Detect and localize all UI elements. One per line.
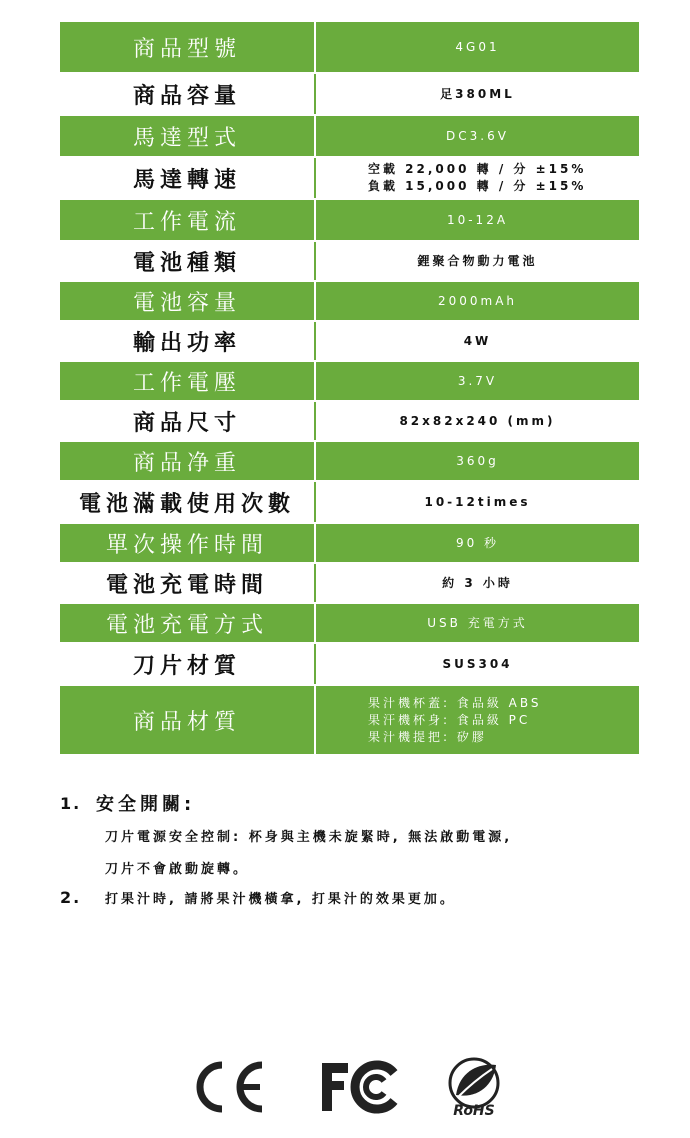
spec-row (60, 604, 639, 644)
spec-row (60, 686, 639, 756)
note-2-text: 打果汁時, 請將果汁機橫拿, 打果汁的效果更加。 (105, 892, 456, 907)
spec-value-line: SUS304 (442, 656, 513, 671)
spec-label: 工作電壓 (60, 362, 316, 400)
spec-row (60, 116, 639, 158)
spec-row (60, 242, 639, 282)
spec-value-line: 90 秒 (455, 535, 500, 550)
spec-value-line: 果汁機杯蓋: 食品級 ABS (368, 695, 542, 710)
spec-row (60, 362, 639, 402)
rohs-mark-icon (440, 1055, 510, 1119)
spec-value (316, 242, 639, 280)
spec-value (316, 322, 639, 360)
spec-label: 電池充電方式 (60, 604, 316, 642)
spec-row (60, 564, 639, 604)
spec-value (316, 282, 639, 320)
spec-row (60, 74, 639, 116)
spec-value (316, 524, 639, 562)
spec-value (316, 644, 639, 684)
spec-value-line: 負載 15,000 轉 / 分 ±15% (368, 179, 587, 193)
spec-label: 輸出功率 (60, 322, 316, 360)
spec-label: 商品净重 (60, 442, 316, 480)
spec-value-line: 82x82x240 (mm) (399, 413, 556, 428)
spec-value (316, 402, 639, 440)
spec-label: 商品尺寸 (60, 402, 316, 440)
spec-value-line: 果汁機提把: 矽膠 (368, 729, 487, 744)
note-1-title: 安全開關: (96, 794, 196, 815)
spec-label: 商品型號 (60, 22, 316, 72)
spec-label: 商品容量 (60, 74, 316, 114)
spec-value (316, 442, 639, 480)
ce-mark-icon (188, 1059, 266, 1115)
spec-value-line: 2000mAh (437, 293, 518, 308)
spec-label: 單次操作時間 (60, 524, 316, 562)
spec-label: 電池充電時間 (60, 564, 316, 602)
spec-row (60, 644, 639, 686)
spec-value (316, 686, 639, 754)
note-2-number: 2. (60, 888, 82, 907)
spec-value-line: 果汗機杯身: 食品級 PC (368, 712, 531, 727)
spec-value-line: 10-12times (424, 494, 531, 509)
spec-value-line: 約 3 小時 (442, 575, 513, 590)
spec-value-line: DC3.6V (446, 128, 509, 143)
spec-value (316, 74, 639, 114)
spec-value (316, 116, 639, 156)
spec-label: 馬達轉速 (60, 158, 316, 198)
spec-row (60, 322, 639, 362)
spec-value-line: 足380ML (440, 86, 515, 101)
spec-value-line: 4G01 (455, 39, 500, 54)
certification-logos (0, 1055, 690, 1125)
spec-value-line: 鋰聚合物動力電池 (417, 253, 538, 268)
spec-value-line: USB 充電方式 (427, 615, 528, 630)
spec-value-line: 4W (463, 333, 492, 348)
spec-value-line: 3.7V (457, 373, 498, 388)
spec-value-line: 10-12A (446, 212, 509, 227)
spec-row (60, 402, 639, 442)
spec-label: 電池容量 (60, 282, 316, 320)
note-1-number: 1. (60, 793, 82, 813)
spec-row (60, 524, 639, 564)
spec-value (316, 564, 639, 602)
note-1-line-1: 刀片電源安全控制: 杯身與主機未旋緊時, 無法啟動電源, (105, 830, 513, 845)
spec-value (316, 362, 639, 400)
spec-value (316, 482, 639, 522)
spec-label: 商品材質 (60, 686, 316, 754)
spec-row (60, 200, 639, 242)
spec-value-line: 360g (456, 453, 499, 468)
svg-text:RoHS: RoHS (453, 1103, 495, 1119)
note-2 (60, 888, 660, 907)
spec-row (60, 482, 639, 524)
spec-value (316, 158, 639, 198)
note-1-line-2: 刀片不會啟動旋轉。 (105, 862, 250, 877)
spec-row (60, 158, 639, 200)
fcc-mark-icon (320, 1059, 400, 1115)
note-1-heading (60, 790, 660, 816)
notes-section (60, 790, 660, 907)
spec-value-line: 空載 22,000 轉 / 分 ±15% (368, 162, 587, 176)
spec-label: 電池滿載使用次數 (60, 482, 316, 522)
spec-value (316, 200, 639, 240)
note-1-body (105, 822, 660, 886)
spec-label: 電池種類 (60, 242, 316, 280)
spec-label: 刀片材質 (60, 644, 316, 684)
spec-value (316, 22, 639, 72)
spec-label: 工作電流 (60, 200, 316, 240)
spec-table (60, 22, 639, 756)
spec-row (60, 282, 639, 322)
spec-label: 馬達型式 (60, 116, 316, 156)
spec-row (60, 22, 639, 74)
spec-value (316, 604, 639, 642)
spec-row (60, 442, 639, 482)
